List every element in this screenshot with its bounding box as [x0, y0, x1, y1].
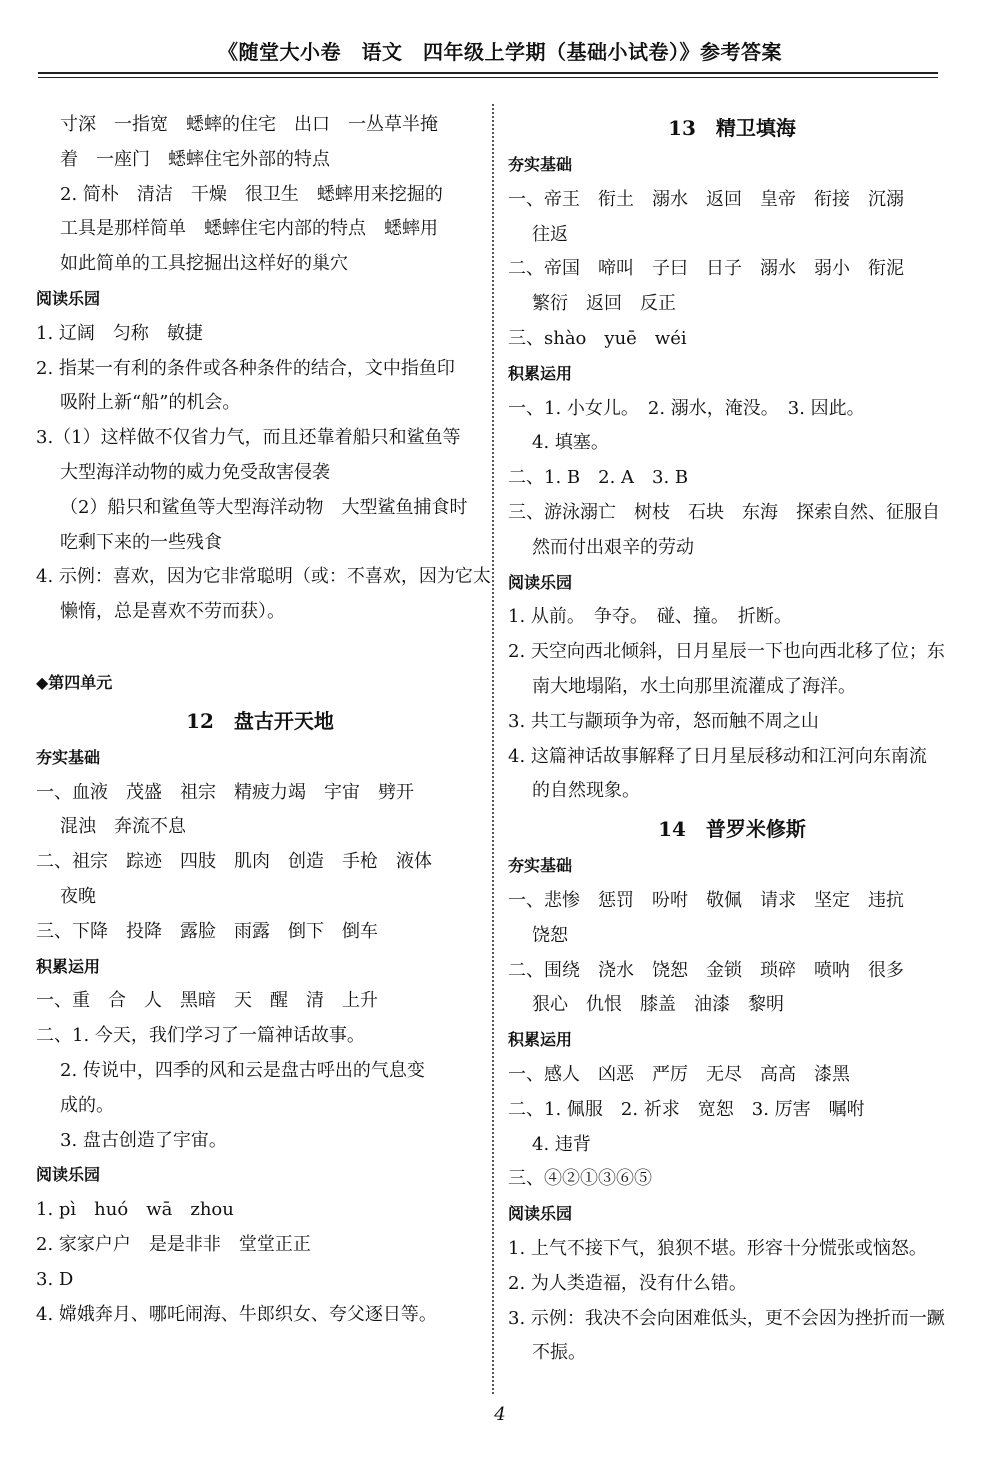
- answer-line: 如此简单的工具挖掘出这样好的巢穴: [60, 253, 348, 275]
- section-heading: 积累运用: [508, 1030, 573, 1050]
- section-heading: 夯实基础: [36, 747, 101, 767]
- answer-line: 往返: [532, 223, 568, 245]
- section-heading: 阅读乐园: [36, 1165, 101, 1185]
- section-heading: 阅读乐园: [36, 288, 101, 308]
- answer-line: 4. 这篇神话故事解释了日月星辰移动和江河向东南流: [508, 745, 927, 767]
- answer-line: 二、帝国 啼叫 子曰 日子 溺水 弱小 衔泥: [508, 258, 904, 280]
- page-header: 《随堂大小卷 语文 四年级上学期（基础小试卷）》参考答案: [218, 40, 782, 64]
- right-column: [508, 108, 956, 1371]
- left-column: [36, 108, 491, 1332]
- header-rule: [38, 72, 938, 74]
- section-heading: 夯实基础: [508, 155, 573, 174]
- answer-line: 三、游泳溺亡 树枝 石块 东海 探索自然、征服自: [508, 501, 940, 523]
- answer-line: 混浊 奔流不息: [60, 816, 186, 838]
- answer-line: 二、祖宗 踪迹 四肢 肌肉 创造 手枪 液体: [36, 851, 432, 873]
- answer-line: 一、帝王 衔土 溺水 返回 皇帝 衔接 沉溺: [508, 188, 904, 210]
- answer-line: 1. 上气不接下气，狼狈不堪。形容十分慌张或恼怒。: [508, 1237, 927, 1259]
- column-divider: [492, 104, 494, 1394]
- section-heading: 夯实基础: [508, 856, 573, 876]
- answer-line: 工具是那样简单 蟋蟀住宅内部的特点 蟋蟀用: [60, 218, 438, 240]
- answer-line: 三、下降 投降 露脸 雨露 倒下 倒车: [36, 920, 378, 942]
- answer-line: 二、1. 今天，我们学习了一篇神话故事。: [36, 1025, 365, 1047]
- header-rule-thin: [38, 77, 938, 78]
- answer-line: 繁衍 返回 反正: [532, 293, 676, 315]
- answer-line: 大型海洋动物的威力免受敌害侵袭: [60, 461, 330, 483]
- answer-line: 2. 简朴 清洁 干燥 很卫生 蟋蟀用来挖掘的: [60, 183, 443, 205]
- answer-line: 4. 嫦娥奔月、哪吒闹海、牛郎织女、夸父逐日等。: [36, 1303, 437, 1325]
- answer-line: 3. 盘古创造了宇宙。: [60, 1129, 227, 1151]
- answer-line: 2. 家家户户 是是非非 堂堂正正: [36, 1233, 311, 1255]
- answer-line: 4. 填塞。: [532, 432, 609, 454]
- section-heading: 积累运用: [508, 363, 573, 383]
- answer-line: 一、感人 凶恶 严厉 无尽 高高 漆黑: [508, 1063, 850, 1085]
- answer-line: 2. 天空向西北倾斜，日月星辰一下也向西北移了位；东: [508, 641, 945, 663]
- answer-line: 一、悲惨 惩罚 吩咐 敬佩 请求 坚定 违抗: [508, 889, 904, 911]
- answer-line: 不振。: [532, 1342, 586, 1364]
- answer-line: 三、shào yuē wéi: [508, 327, 687, 349]
- answer-line: 二、1. B 2. A 3. B: [508, 467, 689, 489]
- answer-line: 4. 示例：喜欢，因为它非常聪明（或：不喜欢，因为它太: [36, 566, 491, 588]
- answer-line: 2. 指某一有利的条件或各种条件的结合，文中指鱼印: [36, 357, 455, 379]
- answer-line: 3. D: [36, 1268, 74, 1290]
- answer-line: （2）船只和鲨鱼等大型海洋动物 大型鲨鱼捕食时: [60, 496, 468, 518]
- section-heading: 阅读乐园: [508, 572, 573, 592]
- lesson-title: 13 精卫填海: [668, 116, 796, 140]
- answer-line: 吃剩下来的一些残食: [60, 531, 222, 553]
- page-number: 4: [494, 1404, 506, 1425]
- answer-line: 的自然现象。: [532, 780, 640, 802]
- answer-line: 3. 共工与颛顼争为帝，怒而触不周之山: [508, 710, 819, 732]
- answer-line: 二、1. 佩服 2. 祈求 宽恕 3. 厉害 嘱咐: [508, 1098, 865, 1120]
- answer-line: 成的。: [60, 1094, 114, 1116]
- answer-line: 一、血液 茂盛 祖宗 精疲力竭 宇宙 劈开: [36, 781, 414, 803]
- answer-line: 吸附上新“船”的机会。: [60, 392, 241, 414]
- answer-line: 1. 辽阔 匀称 敏捷: [36, 322, 203, 344]
- answer-line: 三、④②①③⑥⑤: [508, 1168, 652, 1190]
- answer-line: 二、围绕 浇水 饶恕 金锁 琐碎 喷呐 很多: [508, 959, 904, 981]
- answer-line: 4. 违背: [532, 1133, 591, 1155]
- answer-line: 2. 为人类造福，没有什么错。: [508, 1272, 747, 1294]
- unit-heading: ◆第四单元: [36, 672, 113, 692]
- lesson-title: 14 普罗米修斯: [658, 817, 806, 842]
- answer-line: 然而付出艰辛的劳动: [532, 536, 694, 558]
- answer-line: 一、重 合 人 黑暗 天 醒 清 上升: [36, 990, 378, 1012]
- answer-line: 狠心 仇恨 膝盖 油漆 黎明: [532, 994, 784, 1016]
- answer-line: 南大地塌陷，水土向那里流灌成了海洋。: [532, 675, 856, 697]
- answer-line: 2. 传说中，四季的风和云是盘古呼出的气息变: [60, 1059, 425, 1081]
- answer-line: 一、1. 小女儿。 2. 溺水，淹没。 3. 因此。: [508, 397, 865, 419]
- section-heading: 阅读乐园: [508, 1204, 573, 1224]
- answer-line: 1. pì huó wā zhou: [36, 1199, 234, 1221]
- answer-line: 3. 示例：我决不会向困难低头，更不会因为挫折而一蹶: [508, 1307, 945, 1329]
- lesson-title: 12 盘古开天地: [186, 708, 334, 733]
- answer-line: 1. 从前。 争夺。 碰、撞。 折断。: [508, 606, 792, 628]
- answer-line: 夜晚: [60, 885, 96, 907]
- answer-line: 着 一座门 蟋蟀住宅外部的特点: [60, 148, 330, 170]
- answer-line: 饶恕: [532, 924, 568, 946]
- answer-line: 懒惰，总是喜欢不劳而获）。: [60, 601, 285, 623]
- answer-line: 3.（1）这样做不仅省力气，而且还靠着船只和鲨鱼等: [36, 427, 461, 449]
- answer-line: 寸深 一指宽 蟋蟀的住宅 出口 一丛草半掩: [60, 114, 438, 135]
- section-heading: 积累运用: [36, 956, 101, 976]
